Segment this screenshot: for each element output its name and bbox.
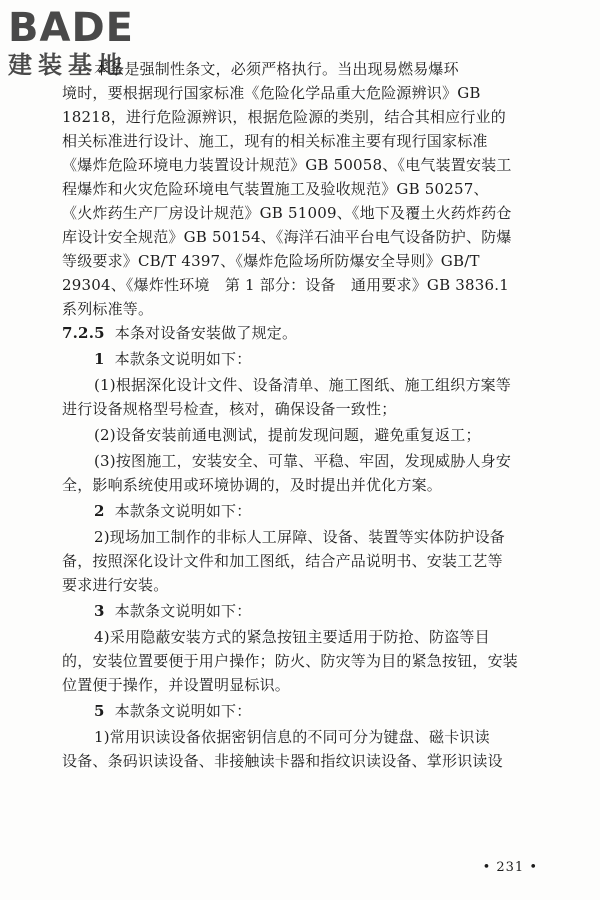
text-line: 位置便于操作，并设置明显标识。 [62, 676, 291, 694]
clause-title: 本款条文说明如下： [114, 502, 252, 520]
text-line: 本条是强制性条文，必须严格执行。当出现易燃易爆环 [94, 60, 459, 78]
text-line: 4)采用隐蔽安装方式的紧急按钮主要适用于防抢、防盗等目 [94, 628, 490, 646]
clause-heading [94, 500, 251, 522]
text-line: 程爆炸和火灾危险环境电气装置施工及验收规范》GB 50257、 [62, 180, 489, 198]
text-line: 2)现场加工制作的非标人工屏障、设备、装置等实体防护设备 [94, 528, 505, 546]
clause-title: 本款条文说明如下： [114, 702, 252, 720]
bade-logo [8, 6, 178, 94]
section-title: 本条对设备安装做了规定。 [114, 324, 298, 342]
text-line: 1)常用识读设备依据密钥信息的不同可分为键盘、磁卡识读 [94, 728, 490, 746]
clause-number: 2 [94, 502, 105, 520]
text-line: 等级要求》CB/T 4397、《爆炸危险场所防爆安全导则》GB/T [62, 252, 480, 270]
text-line: 库设计安全规范》GB 50154、《海洋石油平台电气设备防护、防爆 [62, 228, 512, 246]
logo-chinese-name: 建装基地 [8, 51, 128, 79]
clause-heading [94, 348, 251, 370]
clause-title: 本款条文说明如下： [114, 602, 252, 620]
text-line: 《火炸药生产厂房设计规范》GB 51009、《地下及覆土火药炸药仓 [62, 204, 512, 222]
text-line: (3)按图施工，安装安全、可靠、平稳、牢固，发现威胁人身安 [94, 452, 512, 470]
text-line: 的，安装位置要便于用户操作；防火、防灾等为目的紧急按钮，安装 [62, 652, 519, 670]
text-line: 境时，要根据现行国家标准《危险化学品重大危险源辨识》GB [62, 84, 481, 102]
page-number: • 231 • [482, 860, 538, 875]
text-line: 进行设备规格型号检查，核对，确保设备一致性； [62, 400, 397, 418]
logo-wordmark: BADE [8, 5, 134, 51]
clause-title: 本款条文说明如下： [114, 350, 252, 368]
section-heading [62, 322, 297, 344]
clause-heading [94, 700, 251, 722]
text-line: 29304、《爆炸性环境 第 1 部分：设备 通用要求》GB 3836.1 [62, 276, 509, 294]
text-line: 设备、条码识读设备、非接触读卡器和指纹识读设备、掌形识读设 [62, 752, 503, 770]
text-line: 系列标准等。 [62, 300, 154, 318]
text-line: 18218，进行危险源辨识，根据危险源的类别，结合其相应行业的 [62, 108, 506, 126]
text-line: 要求进行安装。 [62, 576, 169, 594]
clause-number: 1 [94, 350, 105, 368]
section-number: 7.2.5 [62, 324, 105, 342]
clause-number: 3 [94, 602, 105, 620]
clause-number: 5 [94, 702, 105, 720]
text-line: (1)根据深化设计文件、设备清单、施工图纸、施工组织方案等 [94, 376, 512, 394]
text-line: 《爆炸危险环境电力装置设计规范》GB 50058、《电气装置安装工 [62, 156, 512, 174]
clause-heading [94, 600, 251, 622]
text-line: (2)设备安装前通电测试，提前发现问题，避免重复返工； [94, 426, 481, 444]
text-line: 备，按照深化设计文件和加工图纸，结合产品说明书、安装工艺等 [62, 552, 503, 570]
text-line: 相关标准进行设计、施工，现有的相关标准主要有现行国家标准 [62, 132, 488, 150]
text-line: 全，影响系统使用或环境协调的，及时提出并优化方案。 [62, 476, 443, 494]
